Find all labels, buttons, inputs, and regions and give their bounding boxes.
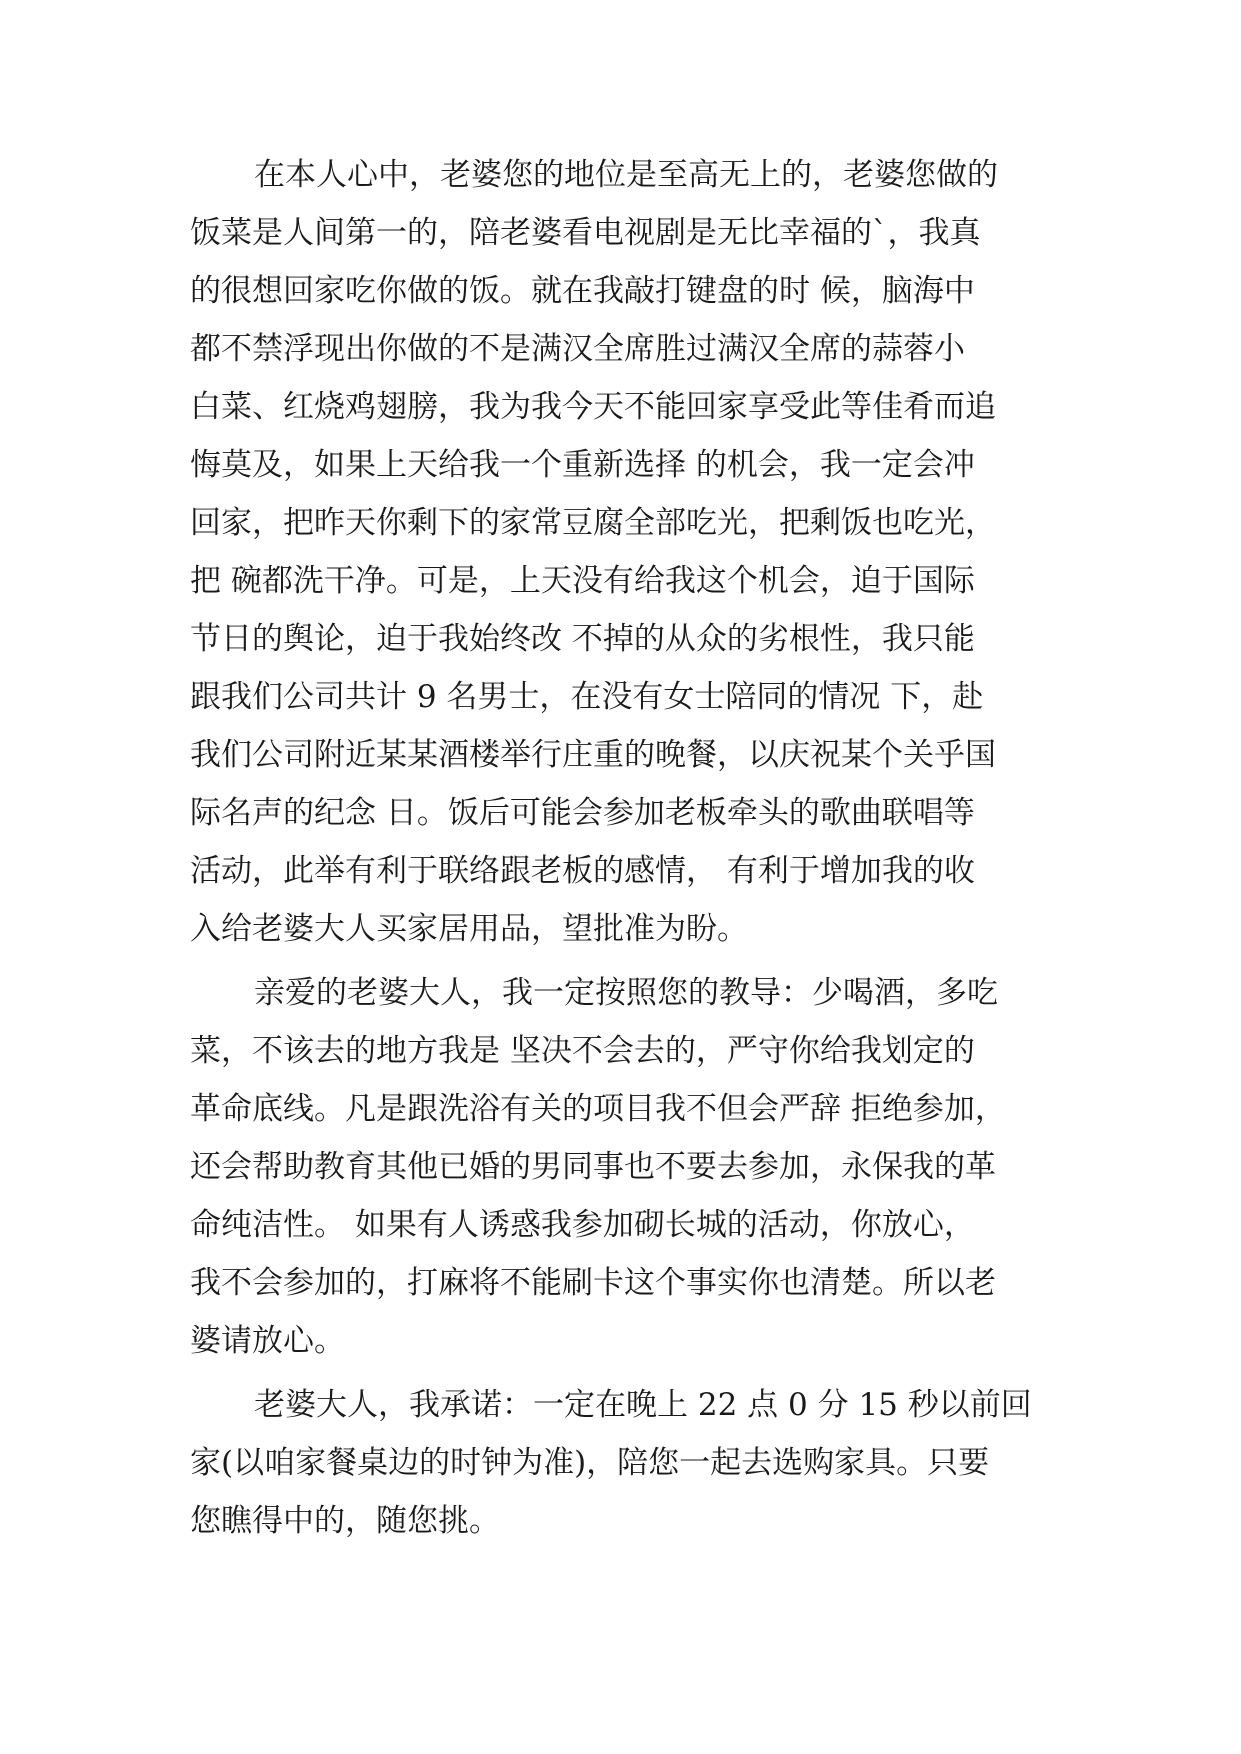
paragraph-1-line-9: 节日的舆论，迫于我始终改 不掉的从众的劣根性，我只能 [190, 621, 975, 657]
paragraph-2-line-1: 亲爱的老婆大人，我一定按照您的教导：少喝酒，多吃 [254, 975, 998, 1011]
paragraph-1-line-11: 我们公司附近某某酒楼举行庄重的晚餐，以庆祝某个关乎国 [190, 737, 996, 773]
paragraph-3-line-2: 家(以咱家餐桌边的时钟为准)，陪您一起去选购家具。只要 [190, 1445, 990, 1481]
paragraph-1-line-3: 的很想回家吃你做的饭。就在我敲打键盘的时 候，脑海中 [190, 273, 975, 309]
paragraph-1-line-14: 入给老婆大人买家居用品，望批准为盼。 [190, 911, 748, 947]
paragraph-1-line-12: 际名声的纪念 日。饭后可能会参加老板牵头的歌曲联唱等 [190, 795, 975, 831]
paragraph-3-line-3: 您瞧得中的，随您挑。 [190, 1503, 500, 1539]
paragraph-1-line-7: 回家，把昨天你剩下的家常豆腐全部吃光，把剩饭也吃光， [190, 505, 996, 541]
paragraph-1-line-13: 活动，此举有利于联络跟老板的感情， 有利于增加我的收 [190, 853, 975, 889]
paragraph-1-line-8: 把 碗都洗干净。可是，上天没有给我这个机会，迫于国际 [190, 563, 975, 599]
paragraph-2-line-3: 革命底线。凡是跟洗浴有关的项目我不但会严辞 拒绝参加， [190, 1091, 1006, 1127]
paragraph-1-line-5: 白菜、红烧鸡翅膀，我为我今天不能回家享受此等佳肴而追 [190, 389, 996, 425]
paragraph-1-line-2: 饭菜是人间第一的，陪老婆看电视剧是无比幸福的`，我真 [190, 215, 981, 251]
paragraph-3-line-1: 老婆大人，我承诺：一定在晚上 22 点 0 分 15 秒以前回 [254, 1387, 1032, 1423]
paragraph-1-line-10: 跟我们公司共计 9 名男士，在没有女士陪同的情况 下，赴 [190, 679, 984, 715]
paragraph-2-line-7: 婆请放心。 [190, 1323, 345, 1359]
paragraph-1-line-1: 在本人心中，老婆您的地位是至高无上的，老婆您做的 [254, 157, 998, 193]
paragraph-1-line-4: 都不禁浮现出你做的不是满汉全席胜过满汉全席的蒜蓉小 [190, 331, 965, 367]
paragraph-2-line-5: 命纯洁性。 如果有人诱惑我参加砌长城的活动，你放心， [190, 1207, 975, 1243]
paragraph-1-line-6: 悔莫及，如果上天给我一个重新选择 的机会，我一定会冲 [190, 447, 975, 483]
paragraph-2-line-2: 菜，不该去的地方我是 坚决不会去的，严守你给我划定的 [190, 1033, 975, 1069]
paragraph-2-line-4: 还会帮助教育其他已婚的男同事也不要去参加，永保我的革 [190, 1149, 996, 1185]
paragraph-2-line-6: 我不会参加的，打麻将不能刷卡这个事实你也清楚。所以老 [190, 1265, 996, 1301]
